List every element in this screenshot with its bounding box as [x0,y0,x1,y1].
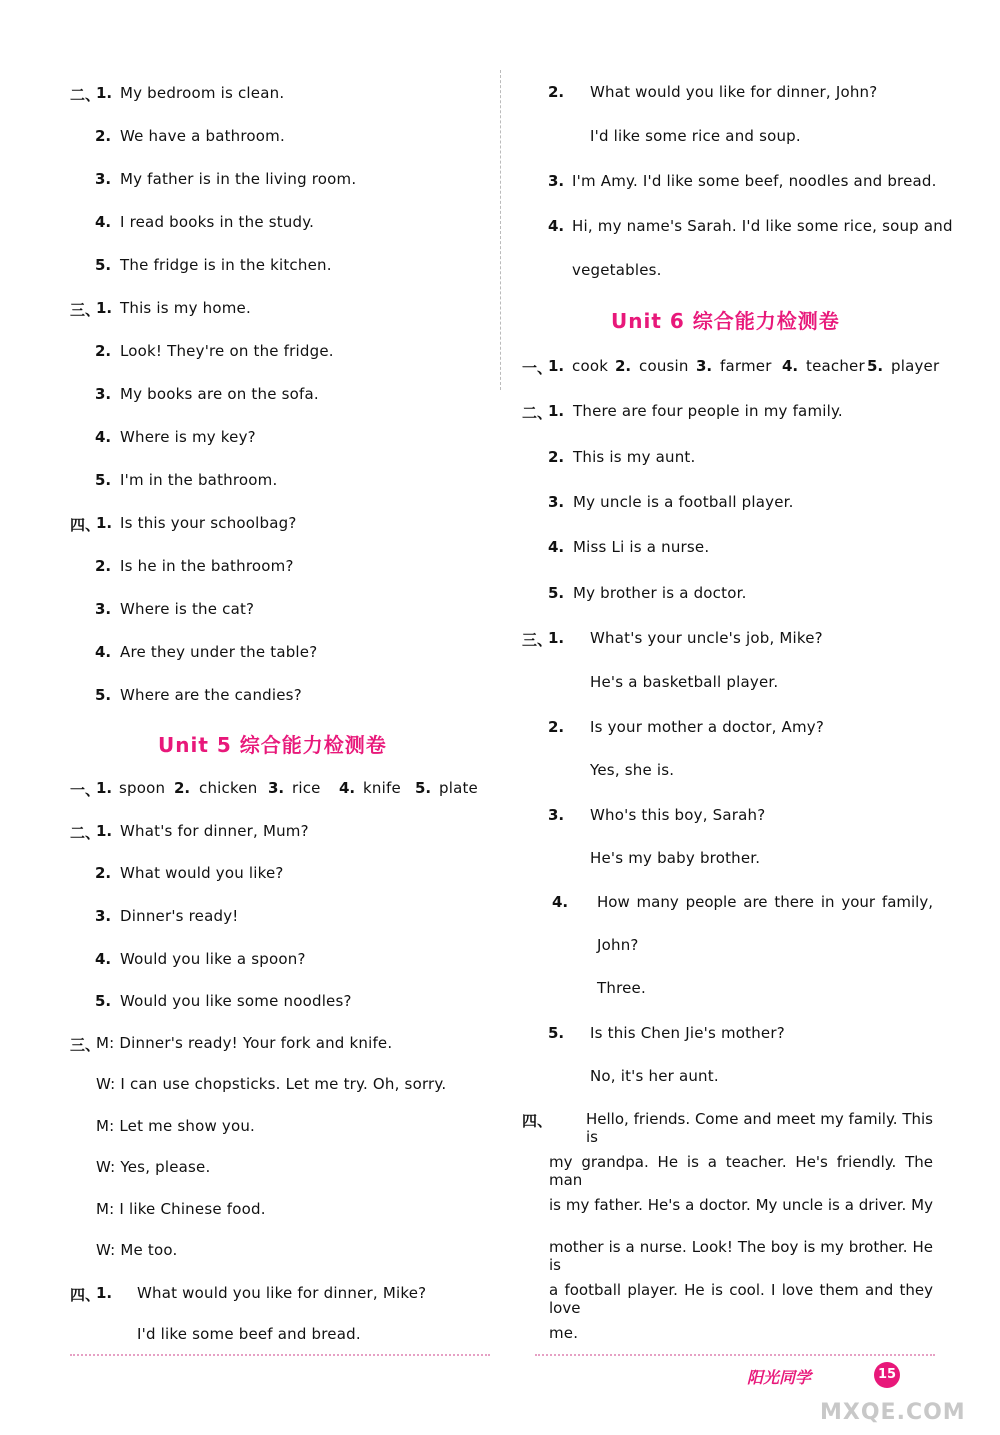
question-line: Who's this boy, Sarah? [590,806,766,824]
answer-line: Dinner's ready! [120,907,239,925]
item-number: 2. [615,357,632,375]
item-number: 1. [96,822,113,840]
item-number: 2. [95,127,112,145]
item-number: 3. [95,600,112,618]
answer-line: He's my baby brother. [590,849,761,867]
answer-line: Look! They're on the fridge. [120,342,334,360]
item-number: 1. [96,299,113,317]
item-number: 1. [96,1284,113,1302]
column-divider [500,70,501,390]
answer-line: My brother is a doctor. [573,584,747,602]
question-line: John? [597,936,639,954]
answer-line: What's for dinner, Mum? [120,822,309,840]
section-label: 二、 [522,404,553,422]
answer-line: Are they under the table? [120,643,318,661]
answer-word: knife [363,779,401,797]
item-number: 5. [548,584,565,602]
item-number: 3. [95,170,112,188]
answer-line: Hi, my name's Sarah. I'd like some rice, soup and [572,217,953,235]
answer-line: My uncle is a football player. [573,493,794,511]
passage-line: my grandpa. He is a teacher. He's friendly. The man [549,1153,933,1189]
item-number: 5. [95,471,112,489]
item-number: 3. [696,357,713,375]
answer-line: Is he in the bathroom? [120,557,294,575]
item-number: 3. [95,907,112,925]
item-number: 5. [867,357,884,375]
item-number: 3. [268,779,285,797]
section-label: 四、 [70,1286,101,1304]
item-number: 2. [548,718,565,736]
answer-word: player [891,357,940,375]
footer-divider-left [70,1354,490,1356]
unit-6-title: Unit 6 综合能力检测卷 [611,309,840,333]
answer-word: plate [439,779,478,797]
answer-line: Miss Li is a nurse. [573,538,710,556]
answer-line: No, it's her aunt. [590,1067,719,1085]
brand-logo: 阳光同学 [747,1368,812,1387]
answer-word: teacher [806,357,865,375]
answer-line: We have a bathroom. [120,127,285,145]
question-line: How many people are there in your family, [597,893,933,911]
item-number: 5. [95,686,112,704]
section-label: 一、 [522,359,553,377]
answer-line: He's a basketball player. [590,673,779,691]
item-number: 4. [95,428,112,446]
answer-line: This is my home. [120,299,251,317]
item-number: 1. [96,514,113,532]
answer-line: My father is in the living room. [120,170,357,188]
answer-line: My books are on the sofa. [120,385,319,403]
answer-line: Where are the candies? [120,686,302,704]
dialogue-line: W: Yes, please. [96,1158,211,1176]
answer-line: Yes, she is. [590,761,675,779]
section-label: 三、 [70,301,101,319]
item-number: 1. [548,402,565,420]
passage-line: Hello, friends. Come and meet my family. This is [586,1110,933,1146]
answer-line: What would you like? [120,864,284,882]
answer-word: farmer [720,357,772,375]
item-number: 4. [339,779,356,797]
question-line: Is your mother a doctor, Amy? [590,718,825,736]
passage-line: a football player. He is cool. I love them and they love [549,1281,933,1317]
item-number: 2. [95,342,112,360]
item-number: 5. [95,256,112,274]
item-number: 5. [415,779,432,797]
footer-divider-right [535,1354,935,1356]
item-number: 4. [552,893,569,911]
section-label: 二、 [70,824,101,842]
item-number: 2. [95,864,112,882]
item-number: 1. [548,357,565,375]
item-number: 4. [548,217,565,235]
section-label: 四、 [70,516,101,534]
passage-line: mother is a nurse. Look! The boy is my brother. He is [549,1238,933,1274]
answer-line: Is this your schoolbag? [120,514,297,532]
answer-word: chicken [199,779,258,797]
answer-word: spoon [119,779,166,797]
dialogue-line: M: Dinner's ready! Your fork and knife. [96,1034,393,1052]
item-number: 5. [95,992,112,1010]
passage-line: me. [549,1324,579,1342]
answer-line: I'm Amy. I'd like some beef, noodles and bread. [572,172,937,190]
answer-line: This is my aunt. [573,448,696,466]
item-number: 2. [174,779,191,797]
unit-5-title: Unit 5 综合能力检测卷 [158,733,387,757]
answer-word: cousin [639,357,689,375]
answer-line: Three. [597,979,646,997]
item-number: 1. [96,84,113,102]
answer-line: Where is the cat? [120,600,255,618]
answer-line: I'd like some beef and bread. [137,1325,361,1343]
item-number: 1. [96,779,113,797]
item-number: 4. [782,357,799,375]
item-number: 3. [95,385,112,403]
answer-line: I'd like some rice and soup. [590,127,801,145]
question-line: What's your uncle's job, Mike? [590,629,823,647]
question-line: Is this Chen Jie's mother? [590,1024,785,1042]
passage-line: is my father. He's a doctor. My uncle is a driver. My [549,1196,933,1214]
item-number: 3. [548,172,565,190]
dialogue-line: M: Let me show you. [96,1117,256,1135]
answer-word: rice [292,779,321,797]
item-number: 2. [95,557,112,575]
page-number: 15 [874,1362,900,1388]
section-label: 三、 [70,1036,101,1054]
dialogue-line: W: I can use chopsticks. Let me try. Oh, sorry. [96,1075,447,1093]
answer-line: The fridge is in the kitchen. [120,256,332,274]
answer-line: vegetables. [572,261,662,279]
item-number: 5. [548,1024,565,1042]
answer-line: I'm in the bathroom. [120,471,278,489]
answer-line: Where is my key? [120,428,256,446]
item-number: 2. [548,83,565,101]
item-number: 3. [548,806,565,824]
answer-word: cook [572,357,609,375]
item-number: 1. [548,629,565,647]
question-line: What would you like for dinner, John? [590,83,878,101]
dialogue-line: W: Me too. [96,1241,178,1259]
item-number: 4. [548,538,565,556]
item-number: 3. [548,493,565,511]
item-number: 4. [95,643,112,661]
item-number: 4. [95,213,112,231]
dialogue-line: M: I like Chinese food. [96,1200,266,1218]
section-label: 一、 [70,781,101,799]
section-label: 二、 [70,86,101,104]
item-number: 4. [95,950,112,968]
answer-line: Would you like a spoon? [120,950,306,968]
answer-line: Would you like some noodles? [120,992,352,1010]
section-label: 三、 [522,631,553,649]
section-label: 四、 [522,1112,553,1130]
answer-line: My bedroom is clean. [120,84,285,102]
answer-line: There are four people in my family. [573,402,843,420]
item-number: 2. [548,448,565,466]
answer-line: I read books in the study. [120,213,315,231]
question-line: What would you like for dinner, Mike? [137,1284,427,1302]
watermark: MXQE.COM [820,1400,966,1425]
